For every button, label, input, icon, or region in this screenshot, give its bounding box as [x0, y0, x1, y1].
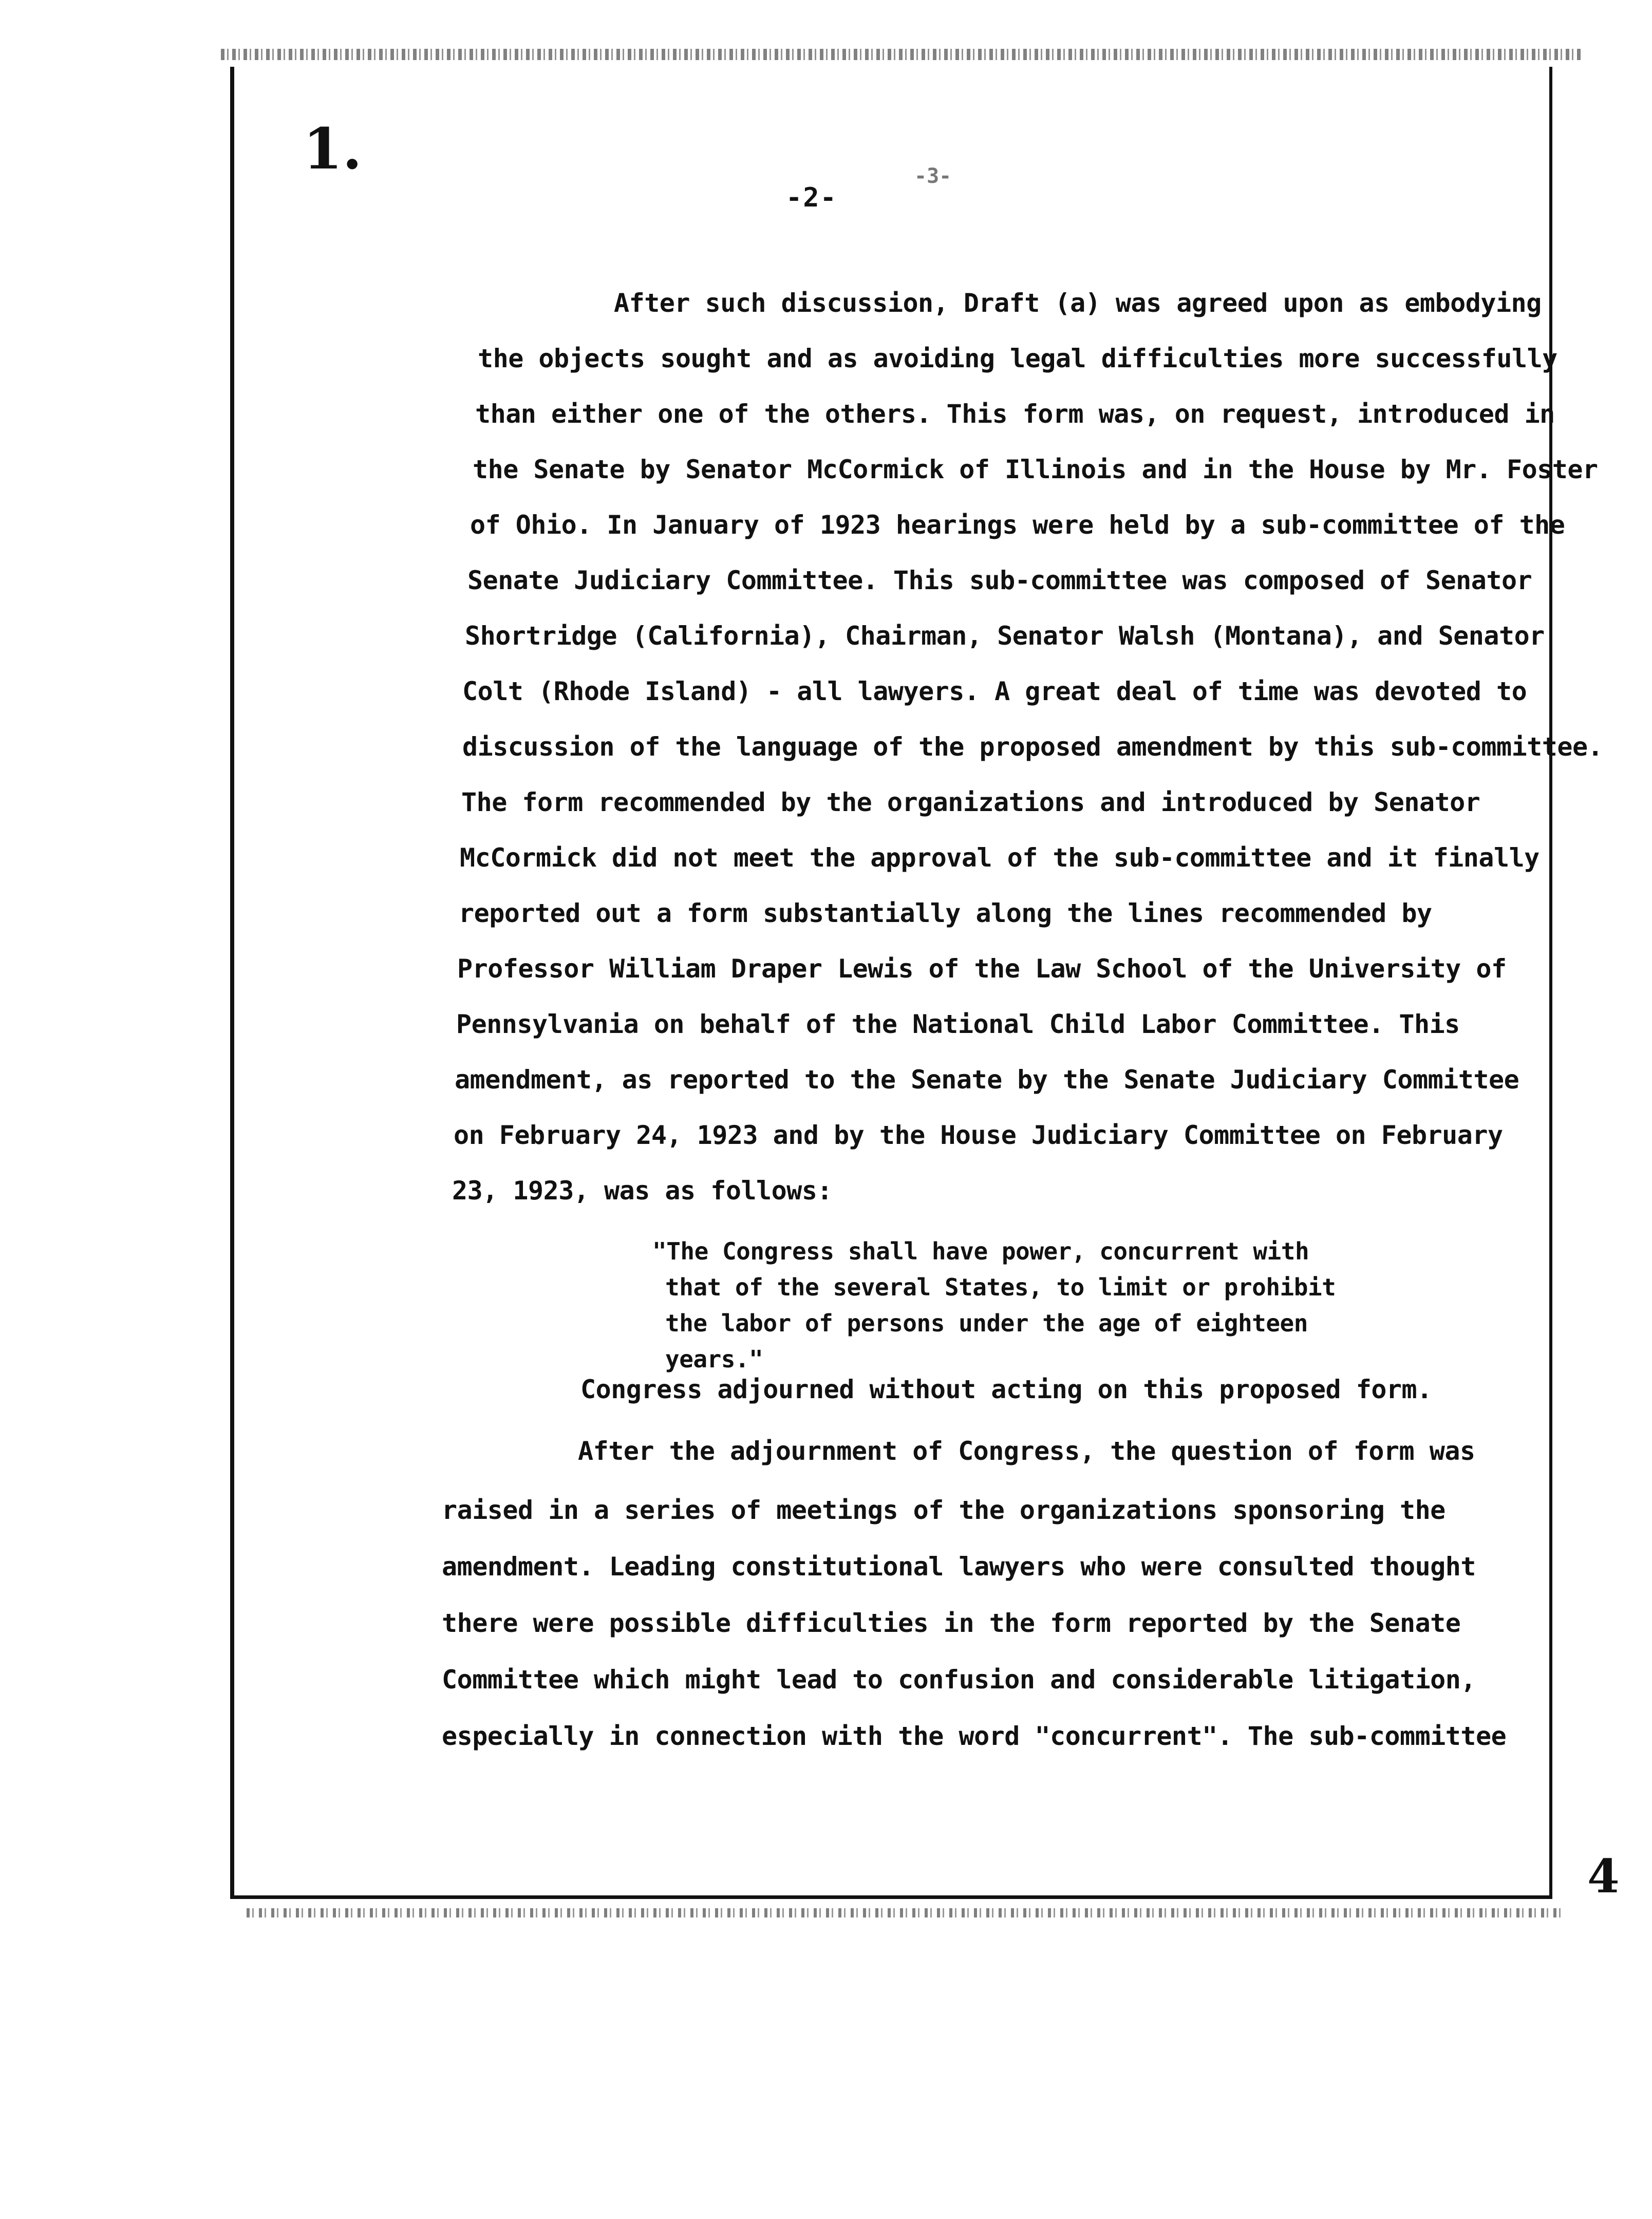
text-line: especially in connection with the word "concurrent". The sub-committee — [442, 1721, 1507, 1751]
text-line: Shortridge (California), Chairman, Senator Walsh (Montana), and Senator — [465, 621, 1545, 651]
text-line: McCormick did not meet the approval of the sub-committee and it finally — [460, 843, 1540, 873]
text-line: 23, 1923, was as follows: — [452, 1176, 833, 1206]
text-line: amendment, as reported to the Senate by the Senate Judiciary Committee — [455, 1065, 1519, 1095]
text-line: amendment. Leading constitutional lawyers who were consulted thought — [442, 1552, 1476, 1582]
text-line: there were possible difficulties in the form reported by the Senate — [442, 1608, 1461, 1638]
page-number-faint: -3- — [914, 164, 952, 188]
text-line: Colt (Rhode Island) - all lawyers. A great deal of time was devoted to — [462, 676, 1527, 706]
text-line: Pennsylvania on behalf of the National Child Labor Committee. This — [456, 1009, 1460, 1039]
text-line: on February 24, 1923 and by the House Judiciary Committee on February — [454, 1120, 1503, 1150]
text-line: raised in a series of meetings of the organizations sponsoring the — [442, 1495, 1446, 1525]
text-line: After the adjournment of Congress, the question of form was — [578, 1436, 1475, 1466]
text-line: Committee which might lead to confusion and considerable litigation, — [442, 1665, 1476, 1695]
quote-line: that of the several States, to limit or prohibit — [665, 1273, 1336, 1301]
quote-line: "The Congress shall have power, concurrent with — [652, 1237, 1309, 1265]
text-line: of Ohio. In January of 1923 hearings were held by a sub-committee of the — [470, 510, 1565, 540]
text-line: Senate Judiciary Committee. This sub-committee was composed of Senator — [467, 566, 1532, 595]
text-line: the Senate by Senator McCormick of Illinois and in the House by Mr. Foster — [473, 455, 1598, 484]
scan-edge-top — [221, 49, 1582, 60]
text-line: The form recommended by the organizations and introduced by Senator — [461, 787, 1480, 817]
text-line: the objects sought and as avoiding legal difficulties more successfully — [478, 344, 1557, 373]
page-number: -2- — [786, 182, 837, 213]
quote-line: years." — [665, 1345, 763, 1373]
text-line: After such discussion, Draft (a) was agreed upon as embodying — [614, 288, 1542, 318]
margin-mark: 1. — [303, 116, 362, 182]
scan-edge-bottom — [247, 1908, 1562, 1917]
text-line: Congress adjourned without acting on this proposed form. — [580, 1375, 1432, 1404]
text-line: discussion of the language of the proposed amendment by this sub-committee. — [462, 732, 1603, 762]
text-line: than either one of the others. This form was, on request, introduced in — [475, 399, 1555, 429]
corner-mark: 4 — [1587, 1849, 1620, 1904]
text-line: reported out a form substantially along the lines recommended by — [459, 898, 1432, 928]
text-line: Professor William Draper Lewis of the Law School of the University of — [457, 954, 1507, 984]
quote-line: the labor of persons under the age of eighteen — [665, 1309, 1308, 1337]
